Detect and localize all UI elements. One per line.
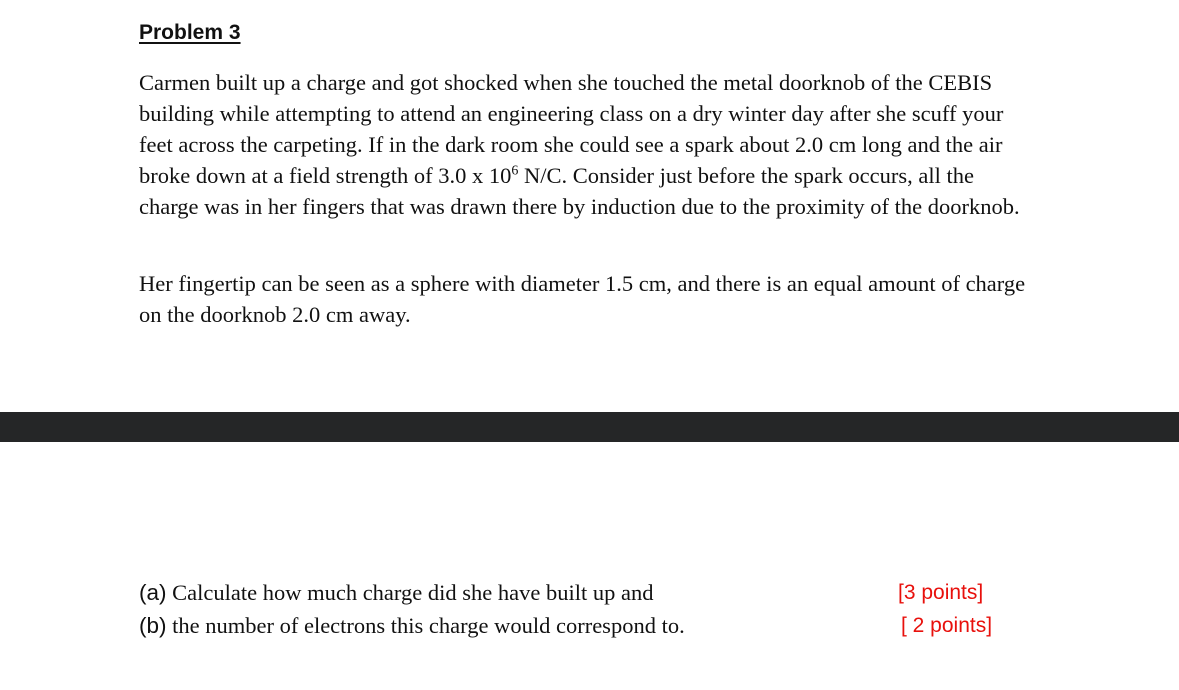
- question-b-points: [ 2 points]: [901, 614, 993, 637]
- dark-divider-band: [0, 412, 1179, 442]
- question-a: [139, 577, 653, 608]
- problem-statement-paragraph: [139, 67, 1039, 222]
- question-b: [139, 610, 685, 641]
- question-a-label: (a): [139, 580, 167, 605]
- question-b-label: (b): [139, 613, 167, 638]
- question-a-points: [3 points]: [898, 581, 984, 604]
- statement-text-end: N/C. Consider just before the spark occurs, all the charge was in her fingers that was drawn there by induction due to the proximity of the doorknob.: [139, 163, 1020, 219]
- problem-details-paragraph: Her fingertip can be seen as a sphere with diameter 1.5 cm, and there is an equal amount of charge on the doorknob 2.0 cm away.: [139, 271, 1026, 327]
- question-a-text: Calculate how much charge did she have built up and: [166, 580, 654, 605]
- question-b-text: the number of electrons this charge would correspond to.: [166, 613, 685, 638]
- problem-title: Problem 3: [139, 21, 241, 44]
- exponent: 6: [511, 163, 519, 179]
- statement-text-start: Carmen built up a charge and got shocked when she touched the metal doorknob of the CEBIS building while attempting to attend an engineering class on a dry winter day after she scuff your feet across the carpeting. If in the dark room she could see a spark about 2.0 cm long and the air broke down at a field strength of 3.0 x 10: [139, 70, 1004, 188]
